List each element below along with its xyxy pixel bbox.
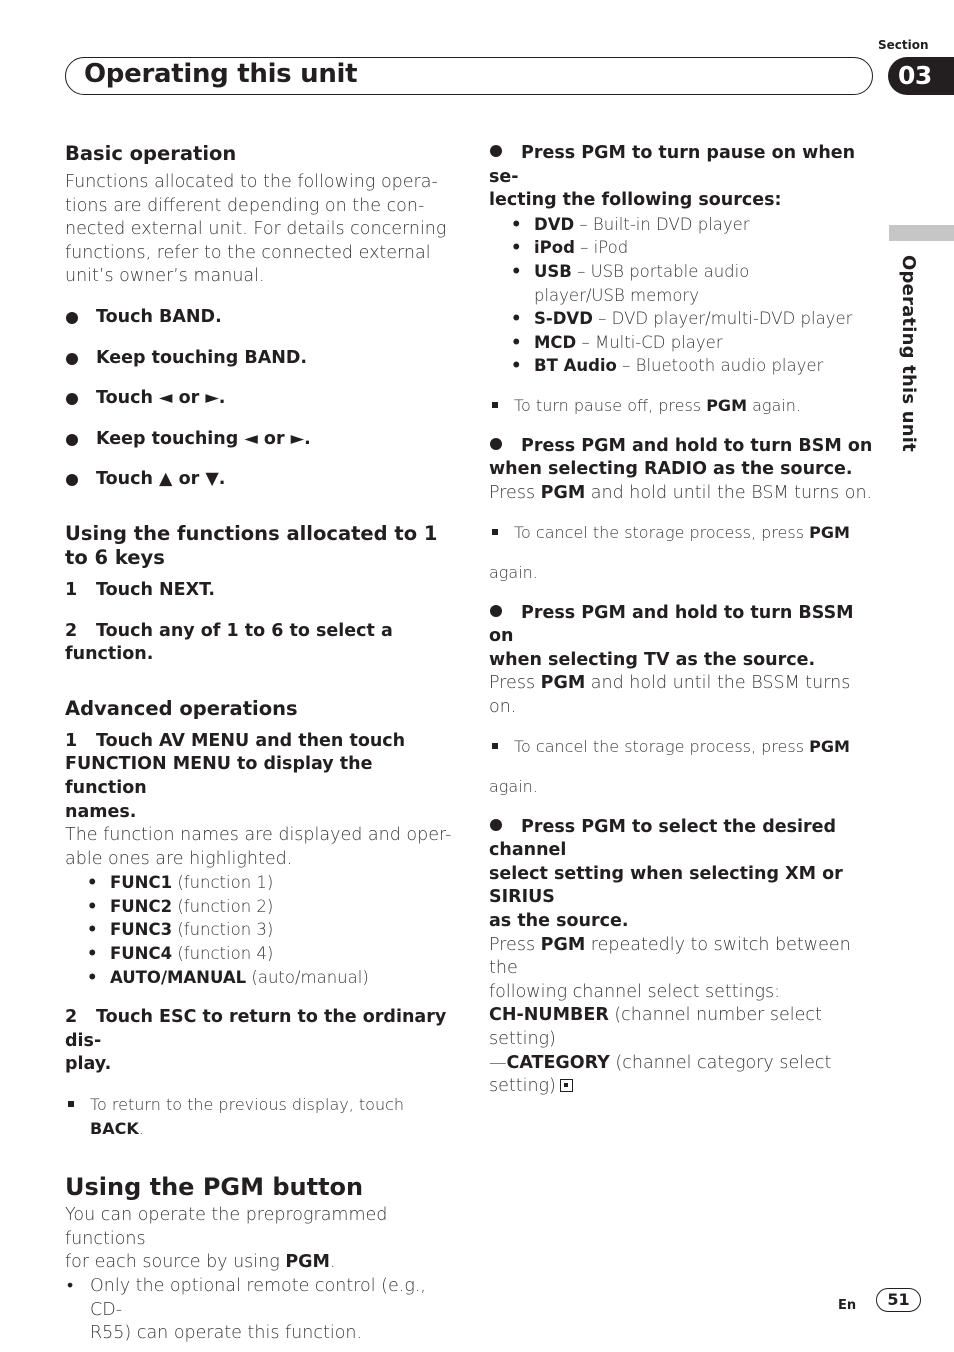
step-text: Touch AV MENU and then touch <box>96 730 406 751</box>
bold-text: PGM <box>540 673 586 694</box>
bsm-heading <box>489 435 881 482</box>
advanced-step-1 <box>65 730 455 824</box>
step-number: 1 <box>65 730 78 751</box>
channel-body-cont: following channel select settings: <box>489 981 781 1002</box>
text: Press <box>489 934 541 955</box>
list-item <box>489 236 881 260</box>
function-desc: (auto/manual) <box>251 967 369 987</box>
list-item <box>65 871 455 895</box>
function-name: AUTO/MANUAL <box>110 967 247 987</box>
step-text: Touch ESC to return to the ordinary dis- <box>65 1007 447 1051</box>
channel-option-1 <box>489 1004 881 1051</box>
pause-heading <box>489 142 881 213</box>
step-number: 2 <box>65 1007 78 1028</box>
advanced-operations-heading: Advanced operations <box>65 696 298 720</box>
bullet-dot <box>490 605 502 617</box>
intro-line: nected external unit. For details concerning <box>65 219 447 240</box>
text: for each source by using <box>65 1252 286 1273</box>
source-desc: – Built-in DVD player <box>579 214 750 234</box>
bullet-dot <box>490 438 502 450</box>
note-text: To return to the previous display, touch <box>90 1095 405 1115</box>
text: Press <box>489 482 541 503</box>
step-keep-touching-band: Keep touching BAND. <box>65 347 455 371</box>
heading-text: when selecting TV as the source. <box>489 649 816 670</box>
channel-option-2-cont <box>489 1075 881 1099</box>
heading-text: as the source. <box>489 911 629 932</box>
heading-text: Press PGM and hold to turn BSM on <box>521 435 873 456</box>
dash: — <box>489 1052 507 1073</box>
list-item <box>65 966 455 990</box>
source-list <box>489 213 881 378</box>
basic-operation-heading: Basic operation <box>65 142 237 165</box>
step-text: Touch NEXT. <box>96 579 216 600</box>
page-number: 51 <box>876 1288 921 1312</box>
note-bold: PGM <box>809 523 850 543</box>
bsm-note-cont: again. <box>489 562 538 582</box>
advanced-note <box>65 1093 455 1140</box>
list-item <box>489 331 881 355</box>
text: Only the optional remote control (e.g., CD- <box>90 1276 426 1320</box>
intro-line: Functions allocated to the following opera- <box>65 172 438 192</box>
option-name: CH-NUMBER <box>489 1005 609 1026</box>
source-name: USB <box>534 261 572 281</box>
bold-text: PGM <box>285 1252 330 1273</box>
bsm-body <box>489 482 881 506</box>
function-desc: (function 2) <box>177 896 274 916</box>
advanced-step-2 <box>65 1006 455 1077</box>
list-item <box>65 942 455 966</box>
text: Press <box>489 673 541 694</box>
note-text: To cancel the storage process, press <box>514 737 810 757</box>
channel-body <box>489 934 881 981</box>
option-name: CATEGORY <box>506 1052 610 1073</box>
language-label: En <box>838 1298 857 1313</box>
side-tab-marker <box>889 225 954 241</box>
bssm-note <box>489 735 881 759</box>
basic-operation-intro <box>65 171 455 289</box>
step-text: Touch any of 1 to 6 to select a function. <box>65 620 393 665</box>
source-desc: – iPod <box>580 238 629 258</box>
step-touch-left-right: Touch ◄ or ►. <box>65 387 455 411</box>
heading-text: Press PGM and hold to turn BSSM on <box>489 602 854 647</box>
note-bold: BACK <box>90 1118 139 1138</box>
heading-text: when selecting RADIO as the source. <box>489 459 853 480</box>
channel-option-2 <box>489 1052 881 1076</box>
function-desc: (function 4) <box>177 944 274 964</box>
bullet-dot <box>490 819 502 831</box>
text: and hold until the BSM turns on. <box>585 482 873 503</box>
intro-line: functions, refer to the connected external <box>65 242 431 263</box>
function-name: FUNC1 <box>110 873 173 893</box>
list-item <box>65 1275 455 1346</box>
bold-text: PGM <box>540 482 586 503</box>
bullet-dot <box>490 145 502 157</box>
note-bold: PGM <box>809 737 850 757</box>
function-name: FUNC2 <box>110 896 173 916</box>
list-item <box>489 260 881 307</box>
intro-line: unit’s owner’s manual. <box>65 266 265 287</box>
using-functions-heading: Using the functions allocated to 1 to 6 keys <box>65 521 438 569</box>
heading-text: lecting the following sources: <box>489 190 782 211</box>
left-column <box>65 142 455 1346</box>
step-number: 2 <box>65 620 78 641</box>
bssm-note-cont: again. <box>489 777 538 797</box>
source-name: DVD <box>534 214 575 234</box>
using-functions-step-1 <box>65 579 455 603</box>
note-text: To cancel the storage process, press <box>514 523 810 543</box>
page-title: Operating this unit <box>84 59 358 89</box>
option-desc: setting) <box>489 1076 556 1097</box>
source-name: MCD <box>534 332 577 352</box>
step-keep-touching-left-right: Keep touching ◄ or ►. <box>65 428 455 452</box>
option-desc: (channel category select <box>609 1052 832 1073</box>
step-touch-band: Touch BAND. <box>65 306 455 330</box>
bssm-heading <box>489 602 881 673</box>
pgm-intro-line <box>65 1251 455 1275</box>
bold-text: PGM <box>540 934 586 955</box>
text: repeatedly to switch between the <box>489 934 851 979</box>
step-number: 1 <box>65 579 78 600</box>
source-name: iPod <box>534 238 575 258</box>
note-text: again. <box>746 395 801 415</box>
function-list <box>65 871 455 989</box>
source-desc: – Bluetooth audio player <box>622 356 824 376</box>
step-text: FUNCTION MENU to display the function <box>65 754 373 798</box>
note-bold: PGM <box>706 395 747 415</box>
pgm-intro-line: You can operate the preprogrammed functions <box>65 1205 388 1249</box>
function-desc: (function 3) <box>177 920 274 940</box>
section-label: Section <box>878 38 929 52</box>
channel-heading <box>489 816 881 934</box>
pause-note <box>489 394 881 418</box>
heading-text: Press PGM to turn pause on when se- <box>489 143 856 187</box>
step-text: play. <box>65 1054 112 1075</box>
pgm-heading: Using the PGM button <box>65 1173 364 1202</box>
source-desc: – Multi-CD player <box>581 332 723 352</box>
using-functions-step-2 <box>65 620 455 667</box>
note-text: To turn pause off, press <box>514 395 707 415</box>
pgm-bullet-list <box>65 1275 455 1346</box>
list-item <box>489 307 881 331</box>
end-of-section-icon <box>560 1079 573 1092</box>
heading-text: select setting when selecting XM or SIRIUS <box>489 863 843 908</box>
function-name: FUNC4 <box>110 944 173 964</box>
text: . <box>329 1252 336 1273</box>
text: R55) can operate this function. <box>90 1323 363 1344</box>
source-desc: – USB portable audio player/USB memory <box>534 261 750 305</box>
list-item <box>489 213 881 237</box>
advanced-desc-line: able ones are highlighted. <box>65 848 293 869</box>
intro-line: tions are different depending on the con- <box>65 195 425 216</box>
function-name: FUNC3 <box>110 920 173 940</box>
step-touch-up-down: Touch ▲ or ▼. <box>65 468 455 492</box>
text: and hold until the BSSM turns on. <box>489 673 851 717</box>
option-desc: (channel number select setting) <box>489 1005 822 1049</box>
heading-text: Press PGM to select the desired channel <box>489 816 837 861</box>
right-column <box>489 142 881 1099</box>
source-desc: – DVD player/multi-DVD player <box>598 309 853 329</box>
source-name: S-DVD <box>534 309 593 329</box>
list-item <box>65 918 455 942</box>
section-number-badge: 03 <box>888 57 954 95</box>
list-item <box>489 354 881 378</box>
note-end: . <box>138 1118 144 1138</box>
advanced-desc-line: The function names are displayed and oper- <box>65 825 452 846</box>
function-desc: (function 1) <box>177 873 274 893</box>
list-item <box>65 895 455 919</box>
source-name: BT Audio <box>534 356 617 376</box>
bsm-note <box>489 521 881 545</box>
side-section-label: Operating this unit <box>898 255 919 452</box>
step-text: names. <box>65 801 137 822</box>
bssm-body <box>489 672 881 719</box>
